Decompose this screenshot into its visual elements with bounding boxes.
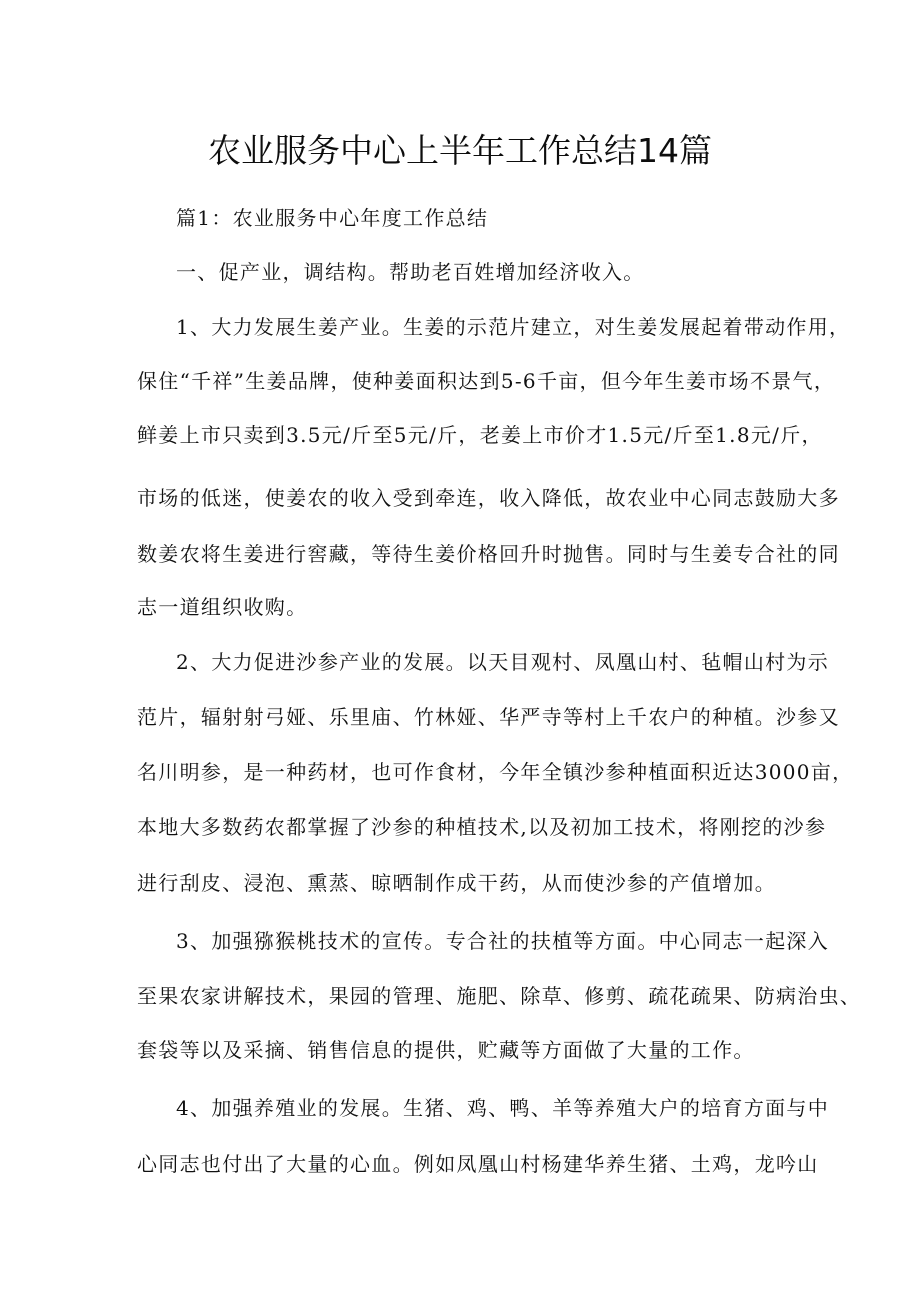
paragraph-line: 名川明参，是一种药材，也可作食材，今年全镇沙参种植面积近达3000亩， xyxy=(137,760,854,784)
subtitle: 篇1：农业服务中心年度工作总结 xyxy=(176,206,489,230)
paragraph-line: 4、加强养殖业的发展。生猪、鸡、鸭、羊等养殖大户的培育方面与中 xyxy=(176,1096,830,1120)
paragraph-line: 鲜姜上市只卖到3.5元/斤至5元/斤，老姜上市价才1.5元/斤至1.8元/斤， xyxy=(137,423,823,447)
paragraph-line: 至果农家讲解技术，果园的管理、施肥、除草、修剪、疏花疏果、防病治虫、 xyxy=(137,984,862,1008)
paragraph-line: 进行刮皮、浸泡、熏蒸、晾晒制作成干药，从而使沙参的产值增加。 xyxy=(137,871,776,895)
paragraph-line: 2、大力促进沙参产业的发展。以天目观村、凤凰山村、毡帽山村为示 xyxy=(176,650,830,674)
paragraph-line: 1、大力发展生姜产业。生姜的示范片建立，对生姜发展起着带动作用， xyxy=(176,315,851,339)
paragraph-line: 保住“千祥”生姜品牌，使种姜面积达到5-6千亩，但今年生姜市场不景气， xyxy=(137,369,836,393)
page-title: 农业服务中心上半年工作总结14篇 xyxy=(208,131,712,170)
paragraph-line: 志一道组织收购。 xyxy=(137,595,308,619)
paragraph-line: 市场的低迷，使姜农的收入受到牵连，收入降低，故农业中心同志鼓励大多 xyxy=(137,486,840,510)
paragraph-line: 心同志也付出了大量的心血。例如凤凰山村杨建华养生猪、土鸡，龙吟山 xyxy=(137,1152,819,1176)
paragraph-line: 数姜农将生姜进行窖藏，等待生姜价格回升时抛售。同时与生姜专合社的同 xyxy=(137,542,840,566)
paragraph-line: 3、加强猕猴桃技术的宣传。专合社的扶植等方面。中心同志一起深入 xyxy=(176,929,830,953)
paragraph-line: 范片，辐射射弓娅、乐里庙、竹林娅、华严寺等村上千农户的种植。沙参又 xyxy=(137,705,840,729)
section-heading: 一、促产业，调结构。帮助老百姓增加经济收入。 xyxy=(176,260,645,284)
paragraph-line: 本地大多数药农都掌握了沙参的种植技术,以及初加工技术，将刚挖的沙参 xyxy=(137,815,827,839)
paragraph-line: 套袋等以及采摘、销售信息的提供，贮藏等方面做了大量的工作。 xyxy=(137,1038,755,1062)
